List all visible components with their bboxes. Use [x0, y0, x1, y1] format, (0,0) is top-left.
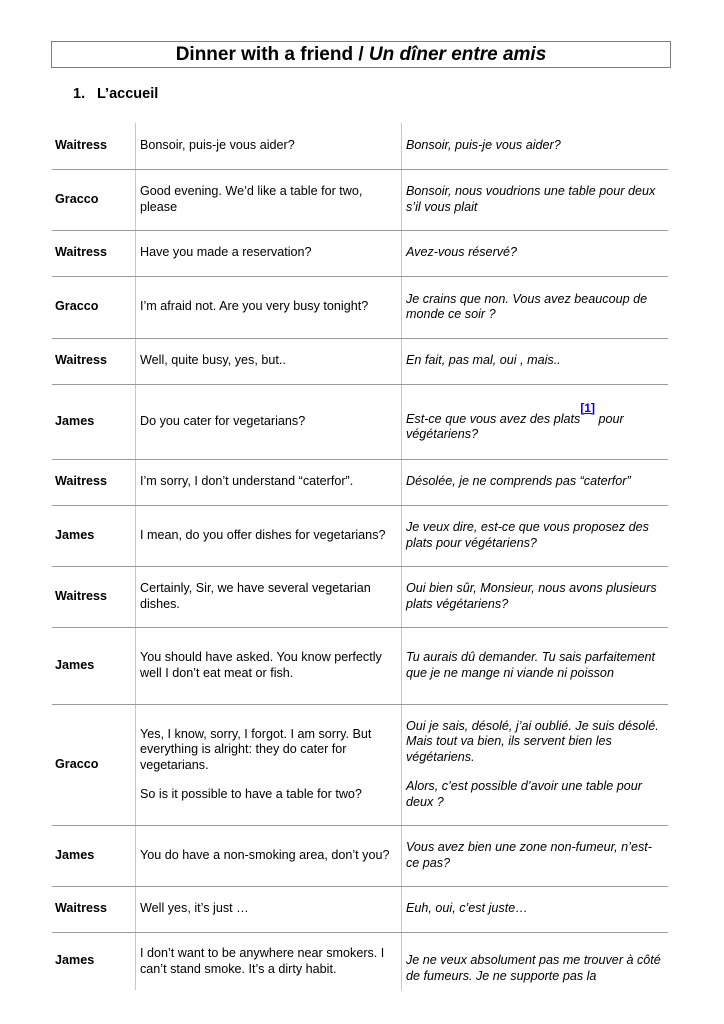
english-cell: Bonsoir, puis-je vous aider? [136, 123, 402, 169]
english-cell: Have you made a reservation? [136, 230, 402, 276]
speaker-cell: James [52, 825, 136, 886]
english-cell: I don’t want to be anywhere near smokers. I can’t stand smoke. It’s a dirty habit. [136, 932, 402, 990]
french-cell: Bonsoir, puis-je vous aider? [402, 123, 669, 169]
french-cell: En fait, pas mal, oui , mais.. [402, 338, 669, 384]
french-cell: Vous avez bien une zone non-fumeur, n’est-ce pas? [402, 825, 669, 886]
table-row [52, 169, 668, 230]
english-paragraph: Yes, I know, sorry, I forgot. I am sorry. But everything is alright: they do cater for vegetarians. [140, 726, 372, 772]
speaker-cell: James [55, 952, 95, 967]
english-paragraph: So is it possible to have a table for two? [140, 787, 362, 801]
section-label: L’accueil [97, 86, 159, 102]
english-cell: I’m afraid not. Are you very busy tonight? [136, 276, 402, 338]
french-cell: Tu aurais dû demander. Tu sais parfaitement que je ne mange ni viande ni poisson [402, 627, 669, 704]
french-cell: Euh, oui, c’est juste… [402, 886, 669, 932]
table-row [52, 566, 668, 627]
speaker-cell: Gracco [52, 704, 136, 825]
table-row [52, 886, 668, 932]
speaker-cell: James [52, 384, 136, 459]
english-cell: Well, quite busy, yes, but.. [136, 338, 402, 384]
english-cell: Certainly, Sir, we have several vegetarian dishes. [136, 566, 402, 627]
french-text: Est-ce que vous avez des plats [406, 411, 581, 426]
french-cell: Je ne veux absolument pas me trouver à côté de fumeurs. Je ne supporte pas la [402, 932, 669, 990]
table-row [52, 825, 668, 886]
dialogue-table [52, 123, 668, 990]
document-title [51, 41, 671, 68]
french-text: pour végétariens? [406, 411, 624, 441]
table-row [52, 384, 668, 459]
english-cell: Good evening. We’d like a table for two, please [136, 169, 402, 230]
speaker-cell: Waitress [52, 886, 136, 932]
table-row [52, 230, 668, 276]
table-row [52, 459, 668, 505]
english-cell: You do have a non-smoking area, don’t you? [136, 825, 402, 886]
english-cell: Well yes, it’s just … [136, 886, 402, 932]
english-cell [136, 704, 402, 825]
french-cell: Bonsoir, nous voudrions une table pour deux s’il vous plait [402, 169, 669, 230]
title-french: Un dîner entre amis [368, 44, 547, 65]
french-cell: Désolée, je ne comprends pas “caterfor” [402, 459, 669, 505]
table-row [52, 338, 668, 384]
french-paragraph: Oui je sais, désolé, j’ai oublié. Je suis désolé. Mais tout va bien, ils servent bien les végétariens. [406, 718, 659, 764]
speaker-cell: Waitress [52, 459, 136, 505]
table-row [52, 627, 668, 704]
french-cell: Avez-vous réservé? [402, 230, 669, 276]
french-paragraph: Alors, c’est possible d’avoir une table pour deux ? [406, 779, 642, 809]
title-english: Dinner with a friend / [175, 44, 364, 65]
table-row [52, 276, 668, 338]
french-cell: Oui bien sûr, Monsieur, nous avons plusieurs plats végétariens? [402, 566, 669, 627]
english-cell: I’m sorry, I don’t understand “caterfor”. [136, 459, 402, 505]
french-cell: Je veux dire, est-ce que vous proposez des plats pour végétariens? [402, 505, 669, 566]
speaker-cell: Waitress [52, 230, 136, 276]
section-number: 1. [73, 86, 86, 102]
speaker-cell: Waitress [52, 566, 136, 627]
french-cell [402, 384, 669, 459]
english-cell: You should have asked. You know perfectly well I don’t eat meat or fish. [136, 627, 402, 704]
speaker-cell: James [52, 627, 136, 704]
english-cell: I mean, do you offer dishes for vegetarians? [136, 505, 402, 566]
speaker-cell: Gracco [52, 169, 136, 230]
section-heading [73, 86, 158, 102]
french-cell: Je crains que non. Vous avez beaucoup de monde ce soir ? [402, 276, 669, 338]
speaker-cell: Gracco [52, 276, 136, 338]
speaker-cell: James [52, 505, 136, 566]
table-row [52, 704, 668, 825]
speaker-cell: Waitress [52, 338, 136, 384]
table-row [52, 505, 668, 566]
speaker-cell: Waitress [52, 123, 136, 169]
footnote-link[interactable]: [1] [580, 400, 595, 415]
table-row [52, 123, 668, 169]
english-cell: Do you cater for vegetarians? [136, 384, 402, 459]
french-cell [402, 704, 669, 825]
table-row [52, 932, 668, 990]
